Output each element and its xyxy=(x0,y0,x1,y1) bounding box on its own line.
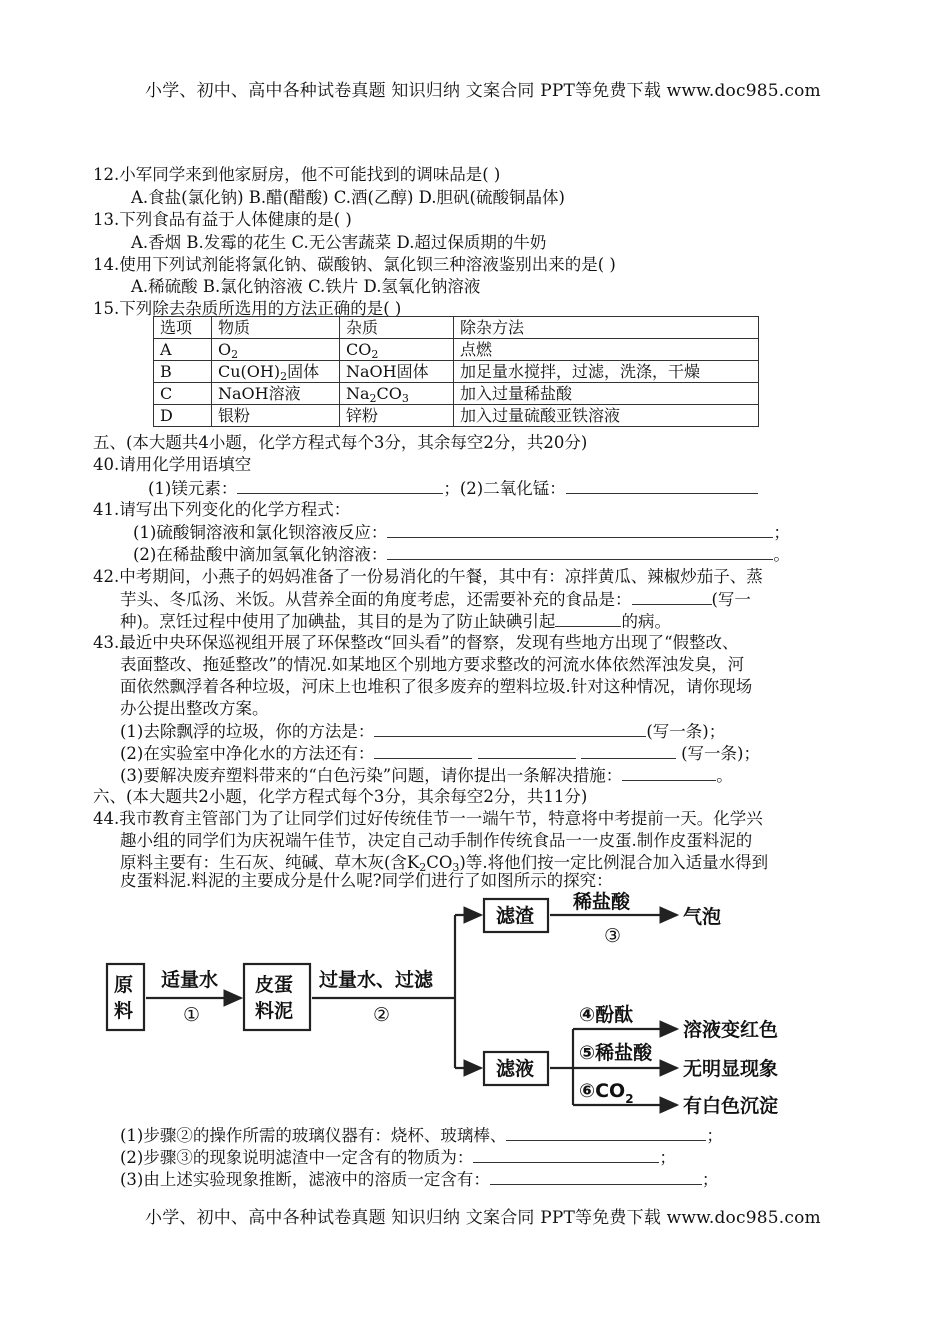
q40-stem: 40.请用化学用语填空 xyxy=(93,455,252,474)
table-cell: 加足量水搅拌，过滤，洗涤，干燥 xyxy=(454,361,759,383)
table-cell: NaOH溶液 xyxy=(212,383,340,405)
q44-line: 原料主要有：生石灰、纯碱、草木灰(含$K_2CO_3$)等.将他们按一定比例混合加入适量水得到 xyxy=(120,853,769,874)
q12-stem: 12.小军同学来到他家厨房，他不可能找到的调味品是( ) xyxy=(93,165,501,184)
q43-part2: (2)在实验室中净化水的方法还有： (写一条)； xyxy=(120,744,760,763)
step-1-label: 适量水 xyxy=(161,969,219,991)
q44-line: 趣小组的同学们为庆祝端午佳节，决定自己动手制作传统食品一一皮蛋.制作皮蛋料泥的 xyxy=(120,831,753,850)
answer-blank[interactable] xyxy=(555,610,621,627)
section-5-heading: 五、(本大题共4小题，化学方程式每个3分，其余每空2分，共20分) xyxy=(93,433,588,452)
result-precipitate: 有白色沉淀 xyxy=(683,1095,779,1116)
egg-mud-label: 皮蛋 xyxy=(255,974,294,996)
step-5-label: ⑤稀盐酸 xyxy=(579,1042,653,1064)
table-cell: D xyxy=(154,405,212,427)
table-row xyxy=(154,361,759,383)
answer-blank[interactable] xyxy=(374,720,646,737)
q14-stem: 14.使用下列试剂能将氯化钠、碳酸钠、氯化钡三种溶液鉴别出来的是( ) xyxy=(93,255,616,274)
answer-blank[interactable] xyxy=(506,1124,706,1141)
step-1-number: ① xyxy=(183,1004,201,1026)
answer-blank[interactable] xyxy=(632,588,712,605)
egg-mud-label: 料泥 xyxy=(255,1000,294,1022)
q41-part2: (2)在稀盐酸中滴加氢氧化钠溶液： 。 xyxy=(133,545,790,564)
step-4-label: ④酚酞 xyxy=(579,1004,634,1026)
table-cell: C xyxy=(154,383,212,405)
table-cell: B xyxy=(154,361,212,383)
page-header: 小学、初中、高中各种试卷真题 知识归纳 文案合同 PPT等免费下载 www.doc985.com xyxy=(145,81,821,101)
table-cell: $O_2$ xyxy=(212,339,340,361)
q43-line: 43.最近中央环保巡视组开展了环保整改“回头看”的督察，发现有些地方出现了“假整改、 xyxy=(93,633,739,652)
q13-stem: 13.下列食品有益于人体健康的是( ) xyxy=(93,210,352,229)
q43-line: 办公提出整改方案。 xyxy=(120,699,269,718)
q42-line: 42.中考期间，小燕子的妈妈准备了一份易消化的午餐，其中有：凉拌黄瓜、辣椒炒茄子、蒸 xyxy=(93,567,763,586)
table-row xyxy=(154,405,759,427)
table-cell: 银粉 xyxy=(212,405,340,427)
q12-options: A.食盐(氯化钠) B.醋(醋酸) C.酒(乙醇) D.胆矾(硫酸铜晶体) xyxy=(131,188,565,207)
step-6-label: $⑥CO_2$ xyxy=(579,1080,634,1106)
result-red: 溶液变红色 xyxy=(683,1019,779,1041)
q15-stem: 15.下列除去杂质所选用的方法正确的是( ) xyxy=(93,299,402,318)
answer-blank[interactable] xyxy=(581,742,676,759)
q44-part3: (3)由上述实验现象推断，滤液中的溶质一定含有： ； xyxy=(120,1170,719,1189)
q41-stem: 41.请写出下列变化的化学方程式： xyxy=(93,500,351,519)
table-cell: NaOH固体 xyxy=(340,361,454,383)
impurity-table xyxy=(153,316,759,427)
table-cell: 加入过量稀盐酸 xyxy=(454,383,759,405)
answer-blank[interactable] xyxy=(490,1168,702,1185)
table-header-cell: 选项 xyxy=(154,317,212,339)
q44-line: 44.我市教育主管部门为了让同学们过好传统佳节一一端午节，特意将中考提前一天。化学兴 xyxy=(93,809,763,828)
table-header-row xyxy=(154,317,759,339)
answer-blank[interactable] xyxy=(374,742,472,759)
answer-blank[interactable] xyxy=(473,1146,659,1163)
raw-label: 原 xyxy=(114,974,134,996)
table-row xyxy=(154,339,759,361)
q42-line: 芋头、冬瓜汤、米饭。从营养全面的角度考虑，还需要补充的食品是： (写一 xyxy=(120,590,751,609)
q43-part3: (3)要解决废弃塑料带来的“白色污染”问题，请你提出一条解决措施： 。 xyxy=(120,766,733,785)
q13-options: A.香烟 B.发霉的花生 C.无公害蔬菜 D.超过保质期的牛奶 xyxy=(131,233,547,252)
q43-part1: (1)去除飘浮的垃圾，你的方法是： (写一条)； xyxy=(120,722,726,741)
q42-line: 种)。烹饪过程中使用了加碘盐，其目的是为了防止缺碘引起 的病。 xyxy=(120,612,671,631)
experiment-flowchart xyxy=(97,888,817,1116)
raw-label: 料 xyxy=(114,1000,134,1022)
filtrate-label: 滤液 xyxy=(496,1058,535,1080)
answer-blank[interactable] xyxy=(387,543,773,560)
q44-part2: (2)步骤③的现象说明滤渣中一定含有的物质为： ； xyxy=(120,1148,676,1167)
page-footer: 小学、初中、高中各种试卷真题 知识归纳 文案合同 PPT等免费下载 www.doc985.com xyxy=(145,1208,821,1228)
table-cell: 锌粉 xyxy=(340,405,454,427)
table-header-cell: 除杂方法 xyxy=(454,317,759,339)
step-2-number: ② xyxy=(373,1004,391,1026)
table-cell: $Cu(OH)_2$固体 xyxy=(212,361,340,383)
section-6-heading: 六、(本大题共2小题，化学方程式每个3分，其余每空2分，共11分) xyxy=(93,787,588,806)
step-3-number: ③ xyxy=(604,925,622,947)
table-header-cell: 杂质 xyxy=(340,317,454,339)
result-bubbles: 气泡 xyxy=(683,906,722,928)
table-cell: $Na_2CO_3$ xyxy=(340,383,454,405)
answer-blank[interactable] xyxy=(622,764,716,781)
table-cell: 点燃 xyxy=(454,339,759,361)
q44-line: 皮蛋料泥.料泥的主要成分是什么呢?同学们进行了如图所示的探究： xyxy=(120,871,613,890)
table-cell: $CO_2$ xyxy=(340,339,454,361)
answer-blank[interactable] xyxy=(237,477,443,494)
q43-line: 面依然飘浮着各种垃圾，河床上也堆积了很多废弃的塑料垃圾.针对这种情况，请你现场 xyxy=(120,677,753,696)
residue-label: 滤渣 xyxy=(496,905,535,927)
q40-parts: (1)镁元素： ；(2)二氧化锰： xyxy=(148,477,758,500)
result-no-change: 无明显现象 xyxy=(683,1058,779,1080)
answer-blank[interactable] xyxy=(478,742,576,759)
q44-part1: (1)步骤②的操作所需的玻璃仪器有：烧杯、玻璃棒、 ； xyxy=(120,1126,723,1145)
table-header-cell: 物质 xyxy=(212,317,340,339)
answer-blank[interactable] xyxy=(387,521,773,538)
table-row xyxy=(154,383,759,405)
q43-line: 表面整改、拖延整改”的情况.如某地区个别地方要求整改的河流水体依然浑浊发臭，河 xyxy=(120,655,745,674)
step-2-label: 过量水、过滤 xyxy=(319,969,434,991)
step-3-label: 稀盐酸 xyxy=(573,891,631,913)
answer-blank[interactable] xyxy=(566,477,758,494)
q14-options: A.稀硫酸 B.氯化钠溶液 C.铁片 D.氢氧化钠溶液 xyxy=(131,277,481,296)
table-cell: 加入过量硫酸亚铁溶液 xyxy=(454,405,759,427)
table-cell: A xyxy=(154,339,212,361)
q41-part1: (1)硫酸铜溶液和氯化钡溶液反应： ； xyxy=(133,523,790,542)
